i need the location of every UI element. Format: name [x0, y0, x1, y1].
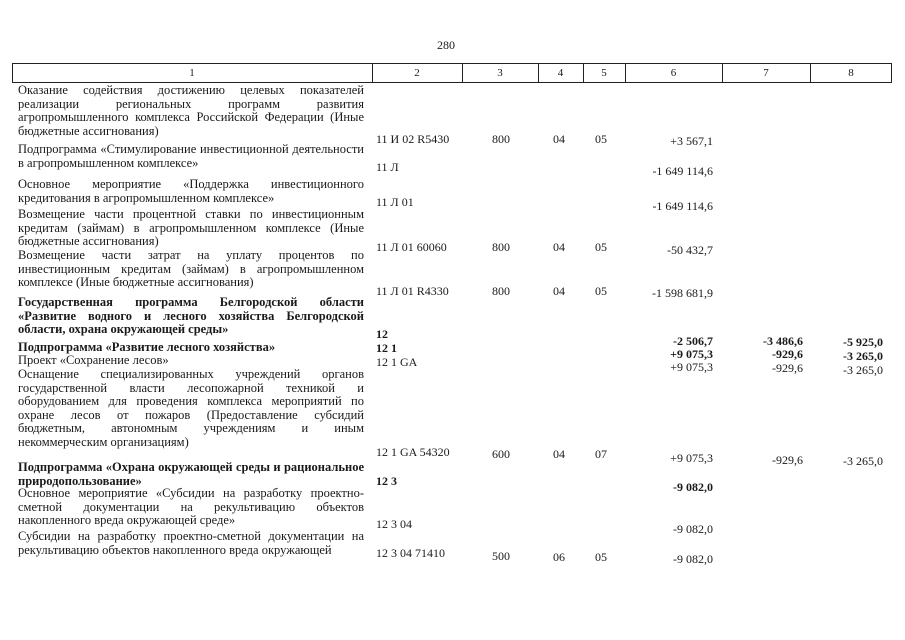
row-code: 11 Л 01 60060: [376, 240, 447, 254]
row-code: 12 1 GA 54320: [376, 445, 450, 459]
row-amount-col8: -3 265,0: [843, 349, 883, 363]
row-section: 04: [553, 447, 565, 461]
row-section: 04: [553, 284, 565, 298]
row-amount-col8: -3 265,0: [843, 363, 883, 377]
row-amount-col6: -1 598 681,9: [652, 286, 713, 300]
row-code: 11 И 02 R5430: [376, 132, 450, 146]
row-expense-type: 500: [492, 549, 510, 563]
row-amount-col6: -50 432,7: [667, 243, 713, 257]
row-amount-col8: -5 925,0: [843, 335, 883, 349]
row-code: 11 Л: [376, 160, 399, 174]
row-description: Субсидии на разработку проектно-сметной документации на рекультивацию объектов накопленного вреда окружающей: [18, 529, 364, 557]
row-amount-col6: +3 567,1: [670, 134, 713, 148]
row-code: 11 Л 01: [376, 195, 414, 209]
row-subsection: 05: [595, 284, 607, 298]
header-col-4: 4: [557, 67, 564, 79]
row-amount-col7: -929,6: [772, 453, 803, 467]
row-description: Основное мероприятие «Поддержка инвестиционного кредитования в агропромышленном комплексе»: [18, 177, 364, 205]
row-section: 04: [553, 240, 565, 254]
row-expense-type: 600: [492, 447, 510, 461]
row-code: 12 3: [376, 474, 397, 488]
row-description: Подпрограмма «Охрана окружающей среды и рациональное природопользование»: [18, 460, 364, 488]
row-description: Государственная программа Белгородской области «Развитие водного и лесного хозяйства Белгородской области, охрана окружающей среды»: [18, 295, 364, 337]
row-description: Оснащение специализированных учреждений органов государственной власти лесопожарной техникой и оборудованием для проведения комплекса мероприятий по охране лесов от пожаров (Предоставление субсидий бюджетным, автономным учреждениям и иным некоммерческим организациям): [18, 367, 364, 449]
header-col-7: 7: [763, 67, 769, 79]
row-expense-type: 800: [492, 284, 510, 298]
row-code: 12 1 GA: [376, 355, 418, 369]
row-amount-col6: +9 075,3: [670, 347, 713, 361]
row-code: 12 3 04: [376, 517, 412, 531]
row-amount-col6: +9 075,3: [670, 451, 713, 465]
row-description: Основное мероприятие «Субсидии на разработку проектно-сметной документации на рекультивацию объектов накопленного вреда окружающей среде»: [18, 486, 364, 528]
header-col-5: 5: [601, 67, 607, 79]
row-subsection: 07: [595, 447, 607, 461]
row-amount-col8: -3 265,0: [843, 454, 883, 468]
row-amount-col6: -1 649 114,6: [652, 164, 713, 178]
row-amount-col7: -929,6: [772, 361, 803, 375]
row-code: 12 1: [376, 341, 397, 355]
header-col-6: 6: [670, 67, 677, 79]
header-col-1: 1: [189, 67, 195, 79]
row-description: Возмещение части процентной ставки по инвестиционным кредитам (займам) в агропромышленном комплексе (Иные бюджетные ассигнования): [18, 207, 364, 249]
row-amount-col6: -1 649 114,6: [652, 199, 713, 213]
row-expense-type: 800: [492, 132, 510, 146]
row-description: Возмещение части затрат на уплату процентов по инвестиционным кредитам (займам) в агропромышленном комплексе (Иные бюджетные ассигнования): [18, 248, 364, 290]
row-amount-col7: -929,6: [772, 347, 803, 361]
row-code: 11 Л 01 R4330: [376, 284, 449, 298]
row-subsection: 05: [595, 132, 607, 146]
page-number: 280: [437, 38, 455, 52]
header-col-3: 3: [497, 67, 503, 79]
row-code: 12: [376, 327, 388, 341]
row-expense-type: 800: [492, 240, 510, 254]
row-amount-col6: +9 075,3: [670, 360, 713, 374]
row-description: Подпрограмма «Стимулирование инвестиционной деятельности в агропромышленном комплексе»: [18, 142, 364, 170]
row-amount-col6: -2 506,7: [673, 334, 713, 348]
row-amount-col6: -9 082,0: [673, 522, 713, 536]
header-col-2: 2: [414, 67, 420, 79]
row-section: 06: [553, 550, 565, 564]
row-subsection: 05: [595, 240, 607, 254]
row-description: Проект «Сохранение лесов»: [18, 353, 169, 367]
row-code: 12 3 04 71410: [376, 546, 445, 560]
row-amount-col6: -9 082,0: [673, 480, 713, 494]
header-col-8: 8: [848, 67, 854, 79]
row-subsection: 05: [595, 550, 607, 564]
row-description: Подпрограмма «Развитие лесного хозяйства»: [18, 340, 276, 354]
row-description: Оказание содействия достижению целевых показателей реализации региональных программ развития агропромышленного комплекса Российской Федерации (Иные бюджетные ассигнования): [18, 83, 364, 138]
row-section: 04: [553, 132, 565, 146]
row-amount-col7: -3 486,6: [763, 334, 803, 348]
row-amount-col6: -9 082,0: [673, 552, 713, 566]
